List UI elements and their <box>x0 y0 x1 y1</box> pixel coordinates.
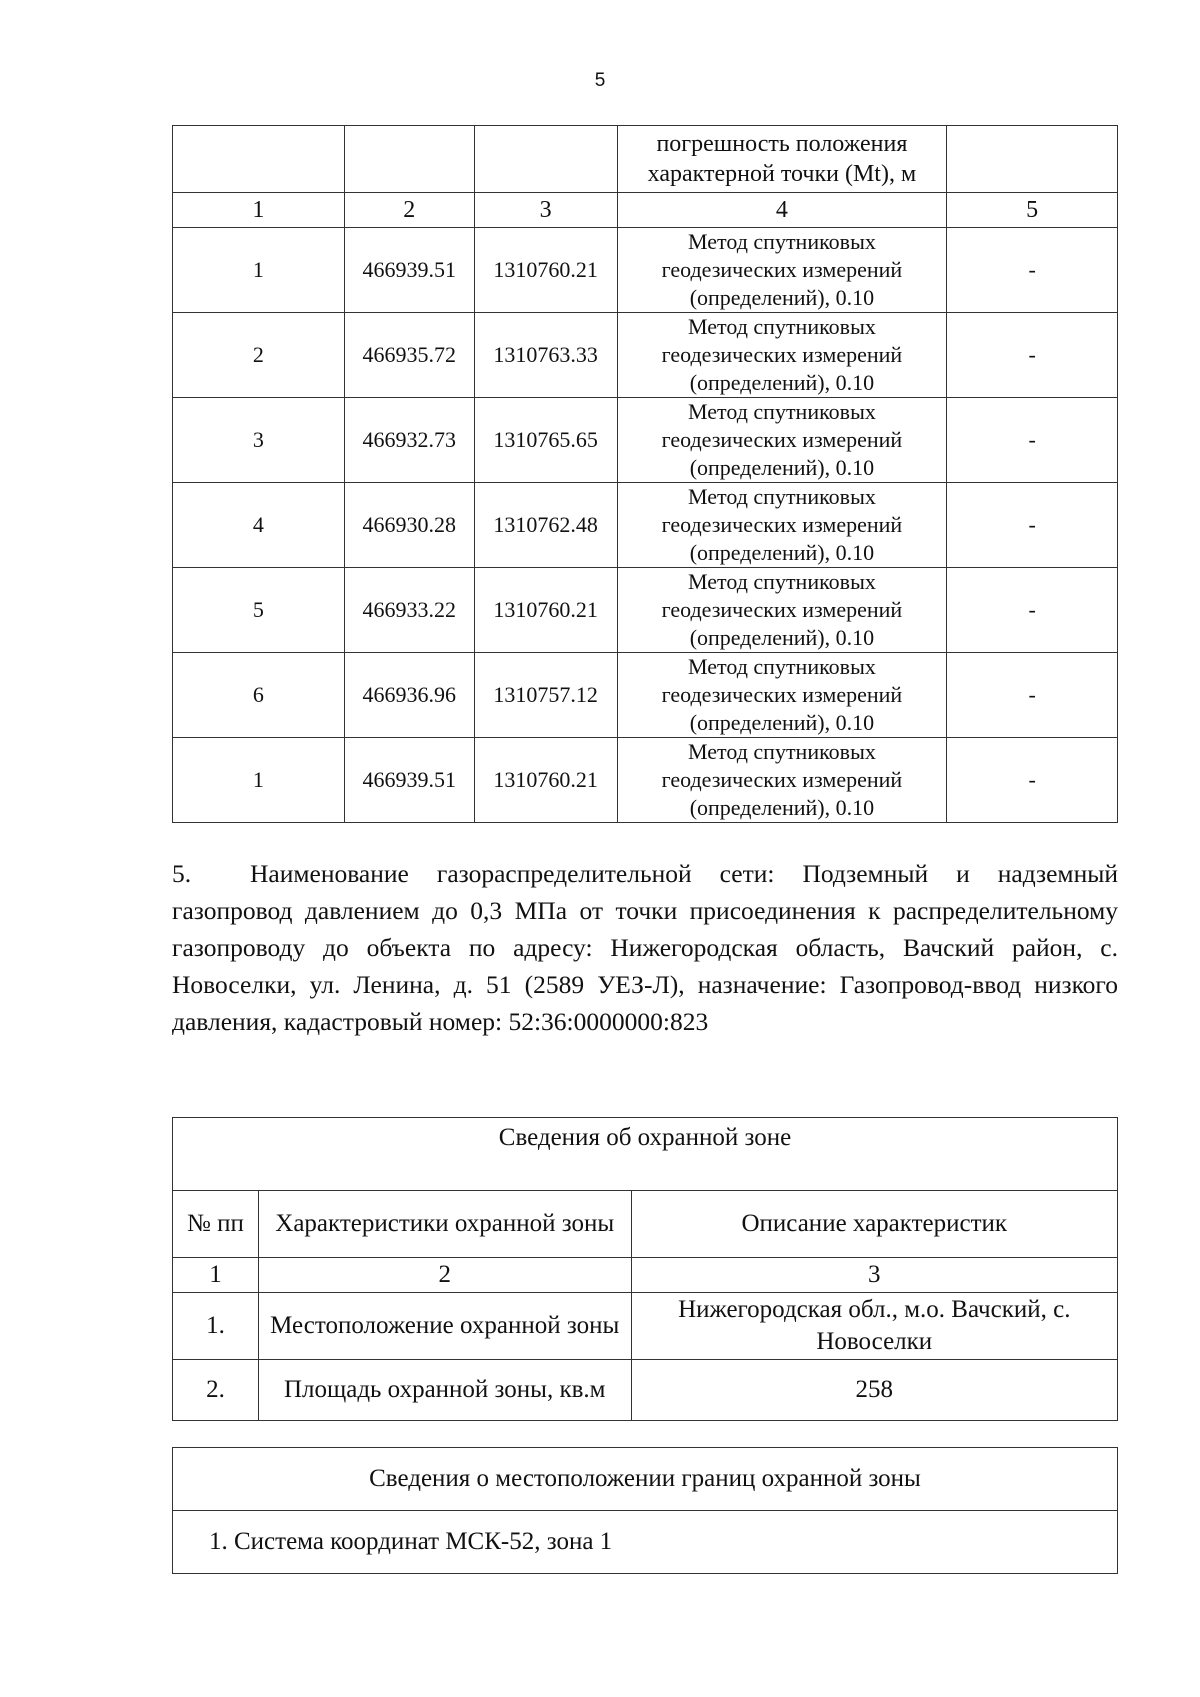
coord-y: 1310762.48 <box>474 483 617 568</box>
coord-y: 1310765.65 <box>474 398 617 483</box>
note-cell: - <box>947 398 1118 483</box>
page-number: 5 <box>594 70 606 91</box>
zone-header-description: Описание характеристик <box>631 1191 1117 1258</box>
zone-table-title: Сведения об охранной зоне <box>173 1118 1118 1191</box>
method-cell <box>617 228 947 313</box>
row-number: 1. <box>173 1293 259 1360</box>
method-line: (определений), 0.10 <box>689 795 875 820</box>
zone-header-num: № пп <box>173 1191 259 1258</box>
coord-x: 466932.73 <box>344 398 474 483</box>
method-line: геодезических измерений <box>661 682 903 707</box>
method-cell <box>617 568 947 653</box>
point-number: 6 <box>173 653 345 738</box>
note-cell: - <box>947 738 1118 823</box>
note-cell: - <box>947 483 1118 568</box>
section-number: 5. <box>172 859 192 888</box>
point-number: 3 <box>173 398 345 483</box>
description-cell: Нижегородская обл., м.о. Вачский, с. Новоселки <box>631 1293 1117 1360</box>
point-number: 1 <box>173 228 345 313</box>
method-cell <box>617 738 947 823</box>
method-line: Метод спутниковых <box>687 229 876 254</box>
method-line: геодезических измерений <box>661 512 903 537</box>
zone-boundaries-table <box>172 1447 1118 1574</box>
coord-x: 466930.28 <box>344 483 474 568</box>
coord-y: 1310757.12 <box>474 653 617 738</box>
table-row <box>173 483 1118 568</box>
point-number: 1 <box>173 738 345 823</box>
coords-header-cell <box>474 126 617 193</box>
method-line: Метод спутниковых <box>687 399 876 424</box>
column-number: 2 <box>258 1258 631 1293</box>
bounds-item-row <box>173 1511 1118 1574</box>
zone-header-row <box>173 1191 1118 1258</box>
table-row <box>173 1360 1118 1421</box>
method-line: геодезических измерений <box>661 427 903 452</box>
method-line: Метод спутниковых <box>687 739 876 764</box>
column-number: 1 <box>173 193 345 228</box>
coord-x: 466933.22 <box>344 568 474 653</box>
coords-header-cell <box>173 126 345 193</box>
method-line: геодезических измерений <box>661 767 903 792</box>
method-cell <box>617 653 947 738</box>
method-line: (определений), 0.10 <box>689 370 875 395</box>
table-row <box>173 1293 1118 1360</box>
coord-x: 466935.72 <box>344 313 474 398</box>
coord-x: 466939.51 <box>344 228 474 313</box>
table-row <box>173 228 1118 313</box>
coordinates-table <box>172 125 1118 823</box>
column-number: 1 <box>173 1258 259 1293</box>
zone-column-numbers <box>173 1258 1118 1293</box>
coords-header-row <box>173 126 1118 193</box>
point-number: 5 <box>173 568 345 653</box>
method-line: Метод спутниковых <box>687 569 876 594</box>
method-line: (определений), 0.10 <box>689 285 875 310</box>
method-line: (определений), 0.10 <box>689 540 875 565</box>
column-number: 2 <box>344 193 474 228</box>
column-number: 4 <box>617 193 947 228</box>
table-row <box>173 398 1118 483</box>
table-row <box>173 653 1118 738</box>
note-cell: - <box>947 313 1118 398</box>
characteristic-cell: Местоположение охранной зоны <box>258 1293 631 1360</box>
method-line: геодезических измерений <box>661 342 903 367</box>
method-line: (определений), 0.10 <box>689 710 875 735</box>
coords-header-cell <box>344 126 474 193</box>
zone-header-characteristic: Характеристики охранной зоны <box>258 1191 631 1258</box>
description-cell: 258 <box>631 1360 1117 1421</box>
method-line: (определений), 0.10 <box>689 455 875 480</box>
section-text: Наименование газораспределительной сети: Подземный и надземный газопровод давлением до 0,3 МПа от точки присоединения к распределительному газопроводу до объекта по адресу: Нижегородская область, Вачский район, с. Новоселки, ул. Ленина, д. 51 (2589 УЕЗ-Л), назначение: Газопровод-ввод низкого давления, кадастровый номер: 52:36:0000000:823 <box>172 859 1118 1036</box>
method-line: Метод спутниковых <box>687 314 876 339</box>
coordinate-system-item: 1. Система координат МСК-52, зона 1 <box>173 1511 1118 1574</box>
note-cell: - <box>947 228 1118 313</box>
column-number: 5 <box>947 193 1118 228</box>
column-number: 3 <box>474 193 617 228</box>
coord-y: 1310760.21 <box>474 568 617 653</box>
section-paragraph <box>172 855 1118 1040</box>
protection-zone-table <box>172 1117 1118 1421</box>
point-number: 4 <box>173 483 345 568</box>
note-cell: - <box>947 653 1118 738</box>
method-line: геодезических измерений <box>661 597 903 622</box>
characteristic-cell: Площадь охранной зоны, кв.м <box>258 1360 631 1421</box>
column-number: 3 <box>631 1258 1117 1293</box>
table-row <box>173 568 1118 653</box>
coords-header-cell <box>947 126 1118 193</box>
bounds-table-title: Сведения о местоположении границ охранной зоны <box>173 1448 1118 1511</box>
method-cell <box>617 398 947 483</box>
method-cell <box>617 313 947 398</box>
coord-y: 1310760.21 <box>474 738 617 823</box>
coords-header-error: погрешность положения характерной точки (Mt), м <box>617 126 947 193</box>
table-row <box>173 313 1118 398</box>
coord-y: 1310763.33 <box>474 313 617 398</box>
method-line: Метод спутниковых <box>687 484 876 509</box>
method-cell <box>617 483 947 568</box>
row-number: 2. <box>173 1360 259 1421</box>
bounds-title-row <box>173 1448 1118 1511</box>
table-row <box>173 738 1118 823</box>
coord-x: 466936.96 <box>344 653 474 738</box>
zone-title-row <box>173 1118 1118 1191</box>
method-line: (определений), 0.10 <box>689 625 875 650</box>
note-cell: - <box>947 568 1118 653</box>
coord-y: 1310760.21 <box>474 228 617 313</box>
coords-column-numbers <box>173 193 1118 228</box>
method-line: Метод спутниковых <box>687 654 876 679</box>
method-line: геодезических измерений <box>661 257 903 282</box>
point-number: 2 <box>173 313 345 398</box>
coord-x: 466939.51 <box>344 738 474 823</box>
